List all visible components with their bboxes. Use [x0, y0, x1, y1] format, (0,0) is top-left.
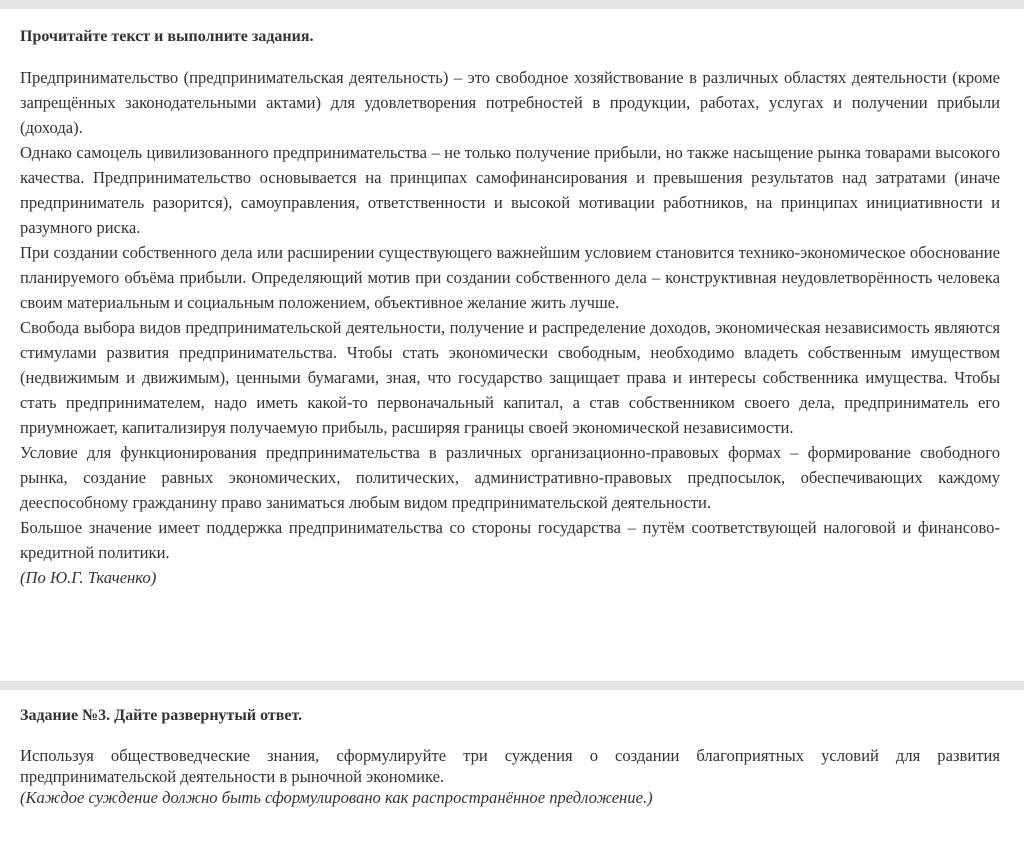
reading-paragraph-1: Предпринимательство (предпринимательская деятельность) – это свободное хозяйствование в различных областях деятельности (кроме запрещённых законодательными актами) для удовлетворения потребностей в продукции, работах, услугах и получении прибыли (дохода).	[20, 68, 1000, 137]
reading-section	[20, 27, 1000, 590]
reading-paragraph-5: Условие для функционирования предпринимательства в различных организационно-правовых формах – формирование свободного рынка, создание равных экономических, политических, административно-правовых предпосылок, обеспечивающих каждому дееспособному гражданину право заниматься любым видом предпринимательской деятельности.	[20, 443, 1000, 512]
section-divider-bar	[0, 681, 1024, 690]
reading-paragraph-3: При создании собственного дела или расширении существующего важнейшим условием становится технико-экономическое обоснование планируемого объёма прибыли. Определяющий мотив при создании собственного дела – конструктивная неудовлетворённость человека своим материальным и социальным положением, объективное желание жить лучше.	[20, 243, 1000, 312]
task-note: (Каждое суждение должно быть сформулировано как распространённое предложение.)	[20, 788, 653, 807]
reading-source: (По Ю.Г. Ткаченко)	[20, 568, 157, 587]
task-title: Задание №3. Дайте развернутый ответ.	[20, 707, 303, 724]
reading-instruction: Прочитайте текст и выполните задания.	[20, 28, 314, 45]
task-section	[20, 706, 1000, 808]
top-divider-bar	[0, 0, 1024, 9]
reading-paragraph-6: Большое значение имеет поддержка предпринимательства со стороны государства – путём соответствующей налоговой и финансово-кредитной политики.	[20, 518, 1000, 562]
task-text: Используя обществоведческие знания, сформулируйте три суждения о создании благоприятных условий для развития предпринимательской деятельности в рыночной экономике.	[20, 746, 1000, 786]
reading-paragraph-4: Свобода выбора видов предпринимательской деятельности, получение и распределение доходов, экономическая независимость являются стимулами развития предпринимательства. Чтобы стать экономически свободным, необходимо владеть собственным имуществом (недвижимым и движимым), ценными бумагами, зная, что государство защищает права и интересы собственника имущества. Чтобы стать предпринимателем, надо иметь какой-то первоначальный капитал, а став собственником своего дела, предприниматель его приумножает, капитализируя получаемую прибыль, расширяя границы своей экономической независимости.	[20, 318, 1000, 437]
reading-paragraph-2: Однако самоцель цивилизованного предпринимательства – не только получение прибыли, но также насыщение рынка товарами высокого качества. Предпринимательство основывается на принципах самофинансирования и превышения результатов над затратами (иначе предприниматель разорится), самоуправления, ответственности и высокой мотивации работников, на принципах инициативности и разумного риска.	[20, 143, 1000, 237]
